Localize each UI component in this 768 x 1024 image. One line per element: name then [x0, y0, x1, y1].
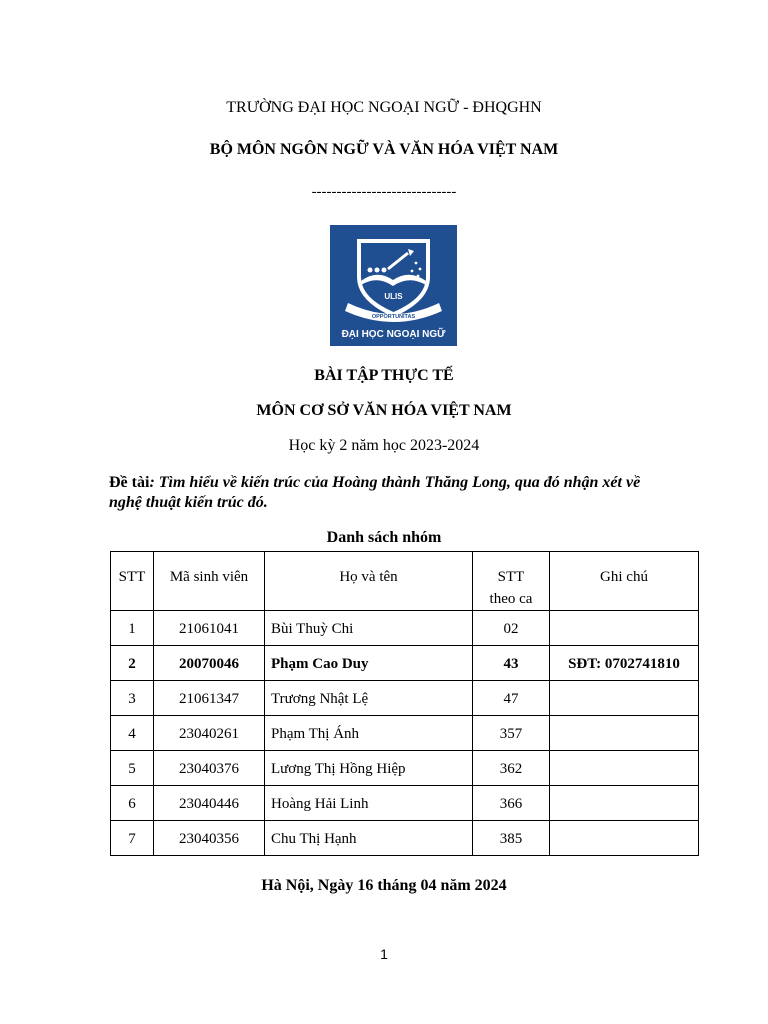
column-header-student-id: Mã sinh viên [154, 552, 265, 611]
cell-stt: 6 [111, 786, 154, 821]
cell-stt: 7 [111, 821, 154, 856]
column-header-order-text: STT theo ca [489, 569, 533, 607]
page-number: 1 [380, 946, 388, 962]
cell-order: 43 [473, 646, 550, 681]
cell-name: Chu Thị Hạnh [265, 821, 473, 856]
cell-student-id: 23040261 [154, 716, 265, 751]
cell-order: 366 [473, 786, 550, 821]
table-row [111, 751, 699, 786]
cell-order: 02 [473, 611, 550, 646]
cell-stt: 3 [111, 681, 154, 716]
cell-order: 362 [473, 751, 550, 786]
separator-line: ----------------------------- [311, 184, 457, 200]
column-header-stt: STT [111, 552, 154, 611]
group-table [110, 551, 699, 856]
cell-student-id: 21061041 [154, 611, 265, 646]
assignment-title: BÀI TẬP THỰC TẾ [314, 367, 454, 384]
cell-student-id: 23040446 [154, 786, 265, 821]
cell-note [550, 821, 699, 856]
logo-abbr: ULIS [384, 292, 403, 301]
cell-order: 47 [473, 681, 550, 716]
logo-caption: ĐẠI HỌC NGOẠI NGỮ [341, 329, 446, 340]
cell-name: Hoàng Hải Linh [265, 786, 473, 821]
table-row [111, 646, 699, 681]
group-heading: Danh sách nhóm [326, 529, 442, 546]
cell-note [550, 786, 699, 821]
cell-name: Phạm Cao Duy [265, 646, 473, 681]
table-row [111, 611, 699, 646]
cell-student-id: 20070046 [154, 646, 265, 681]
cell-name: Trương Nhật Lệ [265, 681, 473, 716]
cell-name: Phạm Thị Ánh [265, 716, 473, 751]
cell-student-id: 21061347 [154, 681, 265, 716]
ulis-logo [330, 225, 457, 346]
cell-stt: 2 [111, 646, 154, 681]
cell-order: 357 [473, 716, 550, 751]
table-row [111, 786, 699, 821]
course-title: MÔN CƠ SỞ VĂN HÓA VIỆT NAM [256, 402, 512, 419]
table-row [111, 821, 699, 856]
cell-stt: 4 [111, 716, 154, 751]
topic-text: : Tìm hiểu về kiến trúc của Hoàng thành Thăng Long, qua đó nhận xét về nghệ thuật kiến trúc đó. [109, 474, 641, 511]
topic-label: Đề tài [109, 474, 150, 491]
cell-note [550, 681, 699, 716]
column-header-order [473, 552, 550, 611]
table-row [111, 681, 699, 716]
cell-stt: 5 [111, 751, 154, 786]
table-row [111, 716, 699, 751]
column-header-name: Họ và tên [265, 552, 473, 611]
cell-note [550, 611, 699, 646]
topic-paragraph [109, 473, 675, 513]
table-header-row [111, 552, 699, 611]
column-header-note: Ghi chú [550, 552, 699, 611]
cell-stt: 1 [111, 611, 154, 646]
semester-text: Học kỳ 2 năm học 2023-2024 [288, 437, 480, 454]
cell-student-id: 23040356 [154, 821, 265, 856]
cell-name: Lương Thị Hồng Hiệp [265, 751, 473, 786]
cell-note [550, 751, 699, 786]
cell-order: 385 [473, 821, 550, 856]
logo-motto: OPPORTUNITAS [371, 314, 416, 320]
cell-note: SĐT: 0702741810 [550, 646, 699, 681]
cell-note [550, 716, 699, 751]
place-date: Hà Nội, Ngày 16 tháng 04 năm 2024 [261, 877, 507, 894]
cell-student-id: 23040376 [154, 751, 265, 786]
university-name: TRƯỜNG ĐẠI HỌC NGOẠI NGỮ - ĐHQGHN [226, 99, 542, 116]
department-name: BỘ MÔN NGÔN NGỮ VÀ VĂN HÓA VIỆT NAM [209, 141, 559, 158]
cell-name: Bùi Thuỳ Chi [265, 611, 473, 646]
